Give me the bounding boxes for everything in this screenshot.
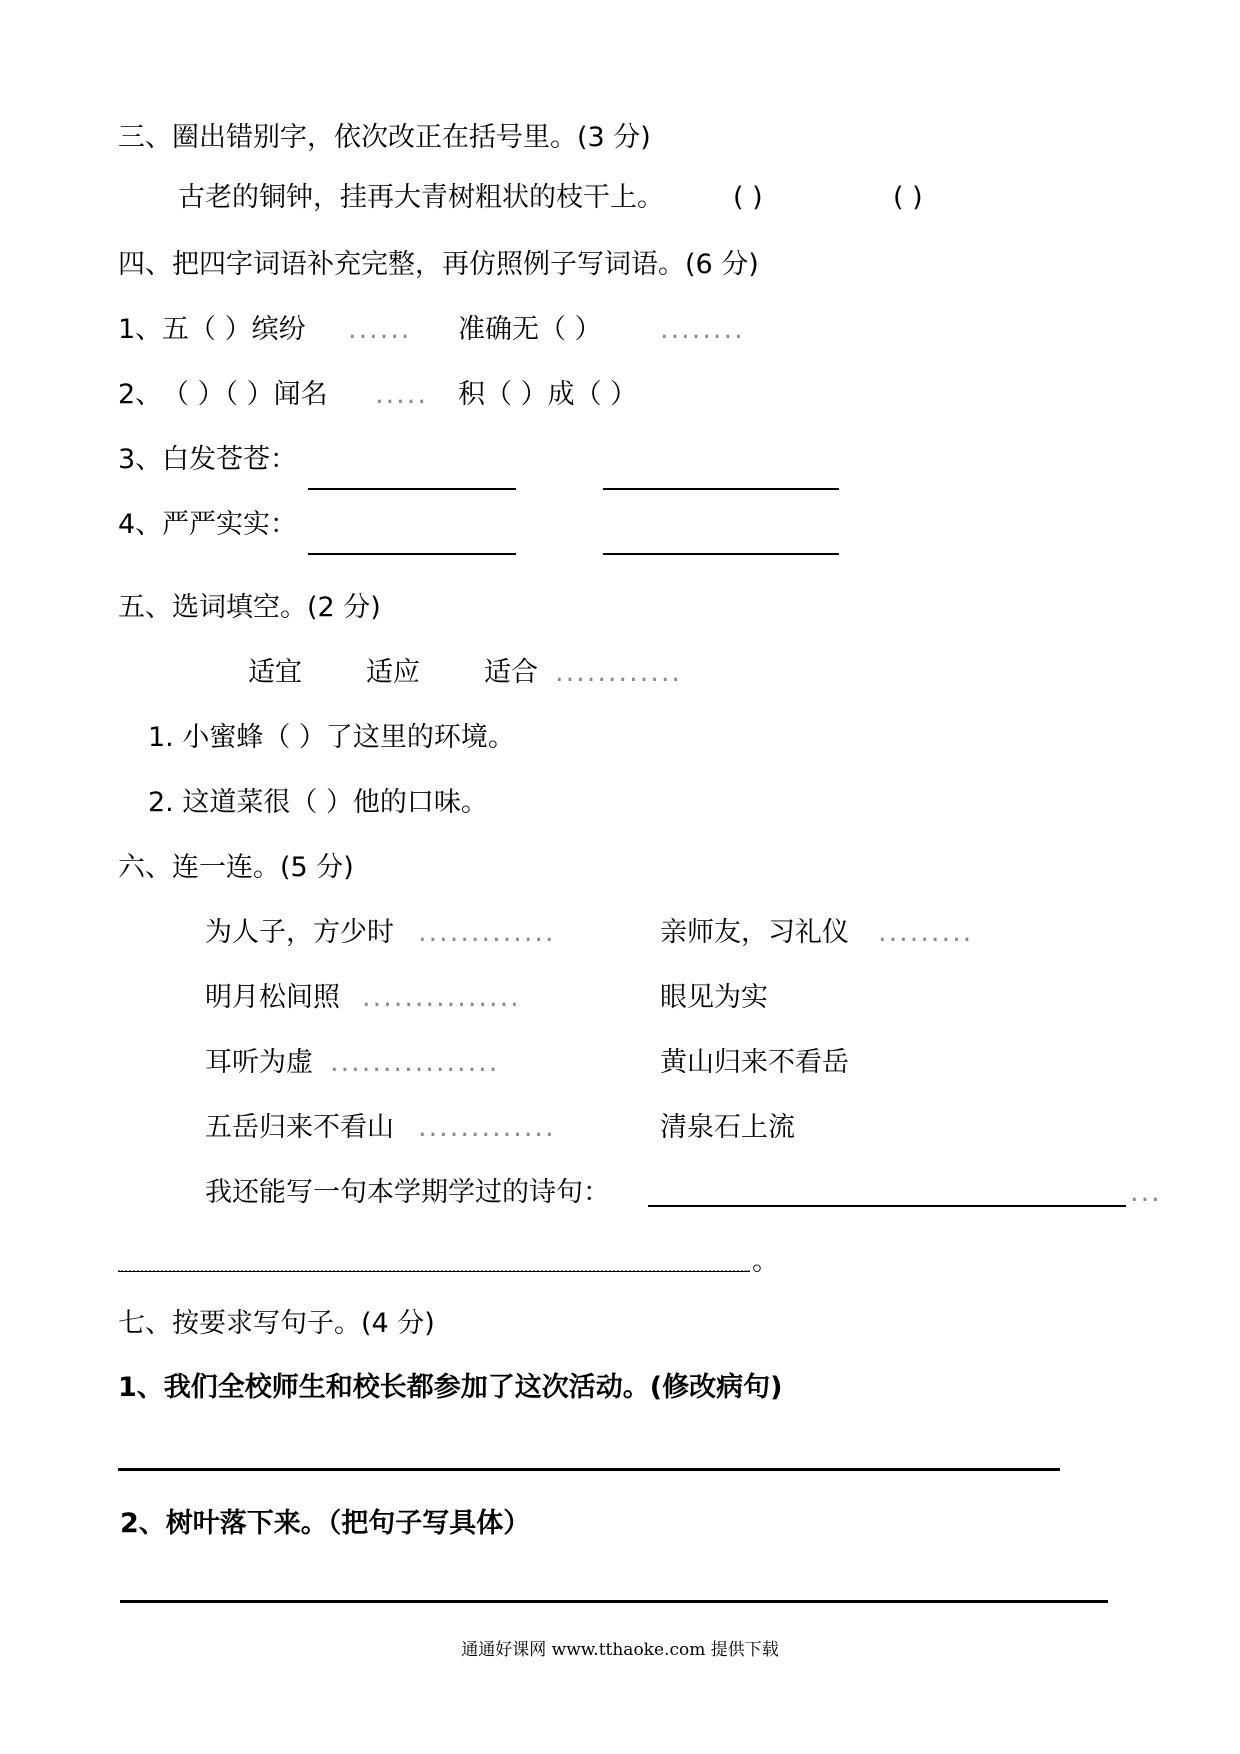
dot-leader: .............: [418, 917, 556, 948]
match-left-3[interactable]: 耳听为虚: [205, 1047, 313, 1078]
match-right-1[interactable]: 亲师友，习礼仪: [660, 917, 849, 948]
section7-title: 七、按要求写句子。(4 分): [118, 1308, 435, 1339]
section6-poem-answer-line-1[interactable]: [648, 1205, 1126, 1207]
section4-q3-answer-line-2[interactable]: [603, 488, 839, 490]
section4-q4-answer-line-2[interactable]: [603, 553, 839, 555]
match-left-1[interactable]: 为人子，方少时: [205, 917, 394, 948]
section4-q3-num: 3、: [118, 444, 163, 475]
section4-q2-num: 2、: [118, 379, 163, 410]
dot-leader: .............: [418, 1112, 556, 1143]
dot-leader: .....: [375, 379, 428, 410]
dot-leader: ...............: [362, 982, 521, 1013]
section4-q4-label: 严严实实：: [162, 509, 297, 540]
dot-leader: ......: [348, 314, 412, 345]
section3-sentence-text: 古老的铜钟，挂再大青树粗状的枝干上。: [178, 182, 664, 213]
footer-credit: 通通好课网 www.tthaoke.com 提供下载: [461, 1640, 779, 1660]
section5-q2[interactable]: 2. 这道菜很（ ）他的口味。: [148, 787, 488, 818]
match-right-3[interactable]: 黄山归来不看岳: [660, 1047, 849, 1078]
dot-leader: .........: [878, 917, 974, 948]
section6-end-mark: 。: [752, 1246, 779, 1277]
word-option-1: 适宜: [248, 657, 302, 688]
section5-title: 五、选词填空。(2 分): [118, 592, 381, 623]
section4-q2-b[interactable]: 积（ ）成（ ）: [458, 379, 638, 410]
section4-q4-answer-line-1[interactable]: [308, 553, 516, 555]
section4-q1-a[interactable]: 五（ ）缤纷: [162, 314, 306, 345]
section4-q3-label: 白发苍苍：: [162, 444, 297, 475]
section7-q1-answer-line[interactable]: [118, 1468, 1060, 1471]
section4-q3-answer-line-1[interactable]: [308, 488, 516, 490]
section4-q1-num: 1、: [118, 314, 163, 345]
match-left-2[interactable]: 明月松间照: [205, 982, 340, 1013]
dot-leader: ........: [660, 314, 745, 345]
section3-answer-paren-1[interactable]: ( ): [733, 182, 763, 213]
match-left-4[interactable]: 五岳归来不看山: [205, 1112, 394, 1143]
section3-answer-paren-2[interactable]: ( ): [893, 182, 923, 213]
word-option-3: 适合: [484, 657, 538, 688]
dot-leader: ................: [330, 1047, 500, 1078]
section4-q2-a[interactable]: （ ）（ ）闻名: [162, 379, 328, 410]
dot-leader: ...: [1130, 1177, 1162, 1208]
section6-poem-answer-underline: [118, 1271, 750, 1272]
section7-q1: 1、我们全校师生和校长都参加了这次活动。(修改病句): [118, 1372, 783, 1403]
section3-title: 三、圈出错别字，依次改正在括号里。(3 分): [118, 122, 651, 153]
dot-leader: ............: [555, 657, 682, 688]
section4-q4-num: 4、: [118, 509, 163, 540]
section6-title: 六、连一连。(5 分): [118, 852, 354, 883]
section3-sentence: [178, 180, 664, 216]
match-right-2[interactable]: 眼见为实: [660, 982, 768, 1013]
section4-title: 四、把四字词语补充完整，再仿照例子写词语。(6 分): [118, 249, 759, 280]
section7-q2: 2、树叶落下来。（把句子写具体）: [120, 1508, 531, 1539]
section4-q1-b[interactable]: 准确无（ ）: [458, 314, 602, 345]
section6-poem-prompt: 我还能写一句本学期学过的诗句：: [205, 1177, 610, 1208]
section7-q2-answer-line[interactable]: [120, 1600, 1108, 1603]
section5-q1[interactable]: 1. 小蜜蜂（ ）了这里的环境。: [148, 722, 515, 753]
match-right-4[interactable]: 清泉石上流: [660, 1112, 795, 1143]
word-option-2: 适应: [366, 657, 420, 688]
